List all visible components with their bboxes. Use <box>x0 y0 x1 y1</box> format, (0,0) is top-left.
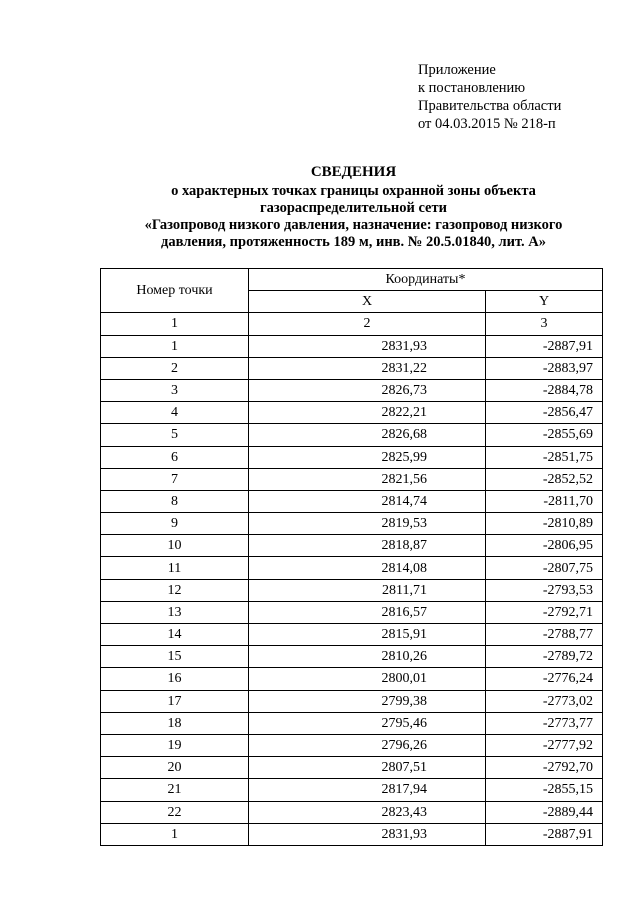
table-row <box>101 468 603 490</box>
x-coordinate-cell: 2831,93 <box>249 823 486 845</box>
table-row <box>101 446 603 468</box>
document-title-block <box>96 164 611 251</box>
table-row <box>101 601 603 623</box>
y-coordinate-cell: -2856,47 <box>486 402 603 424</box>
x-coordinate-cell: 2814,74 <box>249 490 486 512</box>
point-number-cell: 3 <box>101 379 249 401</box>
header-point-number: Номер точки <box>101 269 249 313</box>
point-number-cell: 6 <box>101 446 249 468</box>
table-row <box>101 490 603 512</box>
x-coordinate-cell: 2816,57 <box>249 601 486 623</box>
x-coordinate-cell: 2799,38 <box>249 690 486 712</box>
point-number-cell: 19 <box>101 734 249 756</box>
x-coordinate-cell: 2810,26 <box>249 646 486 668</box>
point-number-cell: 1 <box>101 335 249 357</box>
point-number-cell: 18 <box>101 712 249 734</box>
y-coordinate-cell: -2851,75 <box>486 446 603 468</box>
x-coordinate-cell: 2831,93 <box>249 335 486 357</box>
point-number-cell: 17 <box>101 690 249 712</box>
y-coordinate-cell: -2883,97 <box>486 357 603 379</box>
y-coordinate-cell: -2810,89 <box>486 513 603 535</box>
appendix-line: Правительства области <box>418 98 562 114</box>
table-row <box>101 557 603 579</box>
x-coordinate-cell: 2795,46 <box>249 712 486 734</box>
appendix-line: Приложение <box>418 62 496 78</box>
table-row <box>101 757 603 779</box>
point-number-cell: 9 <box>101 513 249 535</box>
header-coordinates: Координаты* <box>249 269 603 291</box>
x-coordinate-cell: 2800,01 <box>249 668 486 690</box>
table-row <box>101 668 603 690</box>
y-coordinate-cell: -2887,91 <box>486 335 603 357</box>
table-row <box>101 624 603 646</box>
y-coordinate-cell: -2793,53 <box>486 579 603 601</box>
point-number-cell: 13 <box>101 601 249 623</box>
y-coordinate-cell: -2773,02 <box>486 690 603 712</box>
y-coordinate-cell: -2887,91 <box>486 823 603 845</box>
table-row <box>101 402 603 424</box>
table-row <box>101 535 603 557</box>
x-coordinate-cell: 2807,51 <box>249 757 486 779</box>
x-coordinate-cell: 2821,56 <box>249 468 486 490</box>
column-numbers-row <box>101 313 603 335</box>
y-coordinate-cell: -2777,92 <box>486 734 603 756</box>
table-row <box>101 357 603 379</box>
table-header-row <box>101 269 603 291</box>
table-row <box>101 712 603 734</box>
point-number-cell: 7 <box>101 468 249 490</box>
point-number-cell: 20 <box>101 757 249 779</box>
x-coordinate-cell: 2817,94 <box>249 779 486 801</box>
y-coordinate-cell: -2852,52 <box>486 468 603 490</box>
point-number-cell: 5 <box>101 424 249 446</box>
y-coordinate-cell: -2788,77 <box>486 624 603 646</box>
title-line: газораспределительной сети <box>260 200 447 216</box>
y-coordinate-cell: -2789,72 <box>486 646 603 668</box>
table-row <box>101 801 603 823</box>
table-row <box>101 424 603 446</box>
y-coordinate-cell: -2806,95 <box>486 535 603 557</box>
x-coordinate-cell: 2822,21 <box>249 402 486 424</box>
header-x: X <box>249 291 486 313</box>
title-line: о характерных точках границы охранной зоны объекта <box>171 183 536 199</box>
table-row <box>101 379 603 401</box>
point-number-cell: 1 <box>101 823 249 845</box>
document-title: СВЕДЕНИЯ <box>310 164 397 180</box>
x-coordinate-cell: 2815,91 <box>249 624 486 646</box>
point-number-cell: 12 <box>101 579 249 601</box>
x-coordinate-cell: 2826,68 <box>249 424 486 446</box>
appendix-line: к постановлению <box>418 80 526 96</box>
point-number-cell: 21 <box>101 779 249 801</box>
column-number: 3 <box>486 313 603 335</box>
y-coordinate-cell: -2811,70 <box>486 490 603 512</box>
x-coordinate-cell: 2826,73 <box>249 379 486 401</box>
x-coordinate-cell: 2823,43 <box>249 801 486 823</box>
y-coordinate-cell: -2855,15 <box>486 779 603 801</box>
y-coordinate-cell: -2884,78 <box>486 379 603 401</box>
x-coordinate-cell: 2796,26 <box>249 734 486 756</box>
point-number-cell: 14 <box>101 624 249 646</box>
x-coordinate-cell: 2818,87 <box>249 535 486 557</box>
table-row <box>101 579 603 601</box>
appendix-line: от 04.03.2015 № 218-п <box>418 116 556 132</box>
y-coordinate-cell: -2889,44 <box>486 801 603 823</box>
table-row <box>101 335 603 357</box>
y-coordinate-cell: -2807,75 <box>486 557 603 579</box>
point-number-cell: 2 <box>101 357 249 379</box>
header-y: Y <box>486 291 603 313</box>
x-coordinate-cell: 2819,53 <box>249 513 486 535</box>
y-coordinate-cell: -2776,24 <box>486 668 603 690</box>
point-number-cell: 15 <box>101 646 249 668</box>
table-row <box>101 734 603 756</box>
column-number: 2 <box>249 313 486 335</box>
table-row <box>101 823 603 845</box>
y-coordinate-cell: -2773,77 <box>486 712 603 734</box>
point-number-cell: 22 <box>101 801 249 823</box>
y-coordinate-cell: -2792,71 <box>486 601 603 623</box>
y-coordinate-cell: -2855,69 <box>486 424 603 446</box>
point-number-cell: 16 <box>101 668 249 690</box>
title-line: давления, протяженность 189 м, инв. № 20.5.01840, лит. А» <box>161 234 546 250</box>
coordinates-table <box>100 268 603 846</box>
point-number-cell: 4 <box>101 402 249 424</box>
table-row <box>101 513 603 535</box>
point-number-cell: 11 <box>101 557 249 579</box>
table-row <box>101 690 603 712</box>
table-row <box>101 779 603 801</box>
x-coordinate-cell: 2831,22 <box>249 357 486 379</box>
appendix-block <box>418 61 561 133</box>
column-number: 1 <box>101 313 249 335</box>
point-number-cell: 8 <box>101 490 249 512</box>
title-line: «Газопровод низкого давления, назначение: газопровод низкого <box>144 217 563 233</box>
table-row <box>101 646 603 668</box>
x-coordinate-cell: 2814,08 <box>249 557 486 579</box>
x-coordinate-cell: 2825,99 <box>249 446 486 468</box>
point-number-cell: 10 <box>101 535 249 557</box>
y-coordinate-cell: -2792,70 <box>486 757 603 779</box>
x-coordinate-cell: 2811,71 <box>249 579 486 601</box>
